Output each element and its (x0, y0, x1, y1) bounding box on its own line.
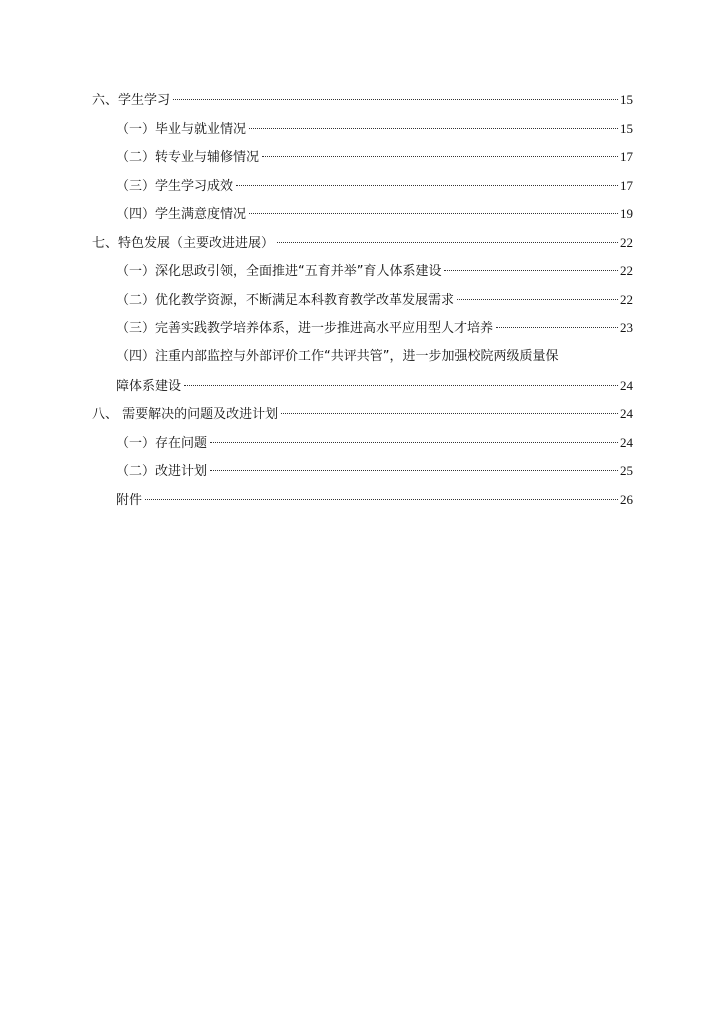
toc-entry-page: 24 (620, 435, 633, 450)
toc-entry[interactable] (116, 461, 633, 482)
toc-entry-title-line1[interactable]: （四）注重内部监控与外部评价工作“共评共管”，进一步加强校院两级质量保 (116, 349, 559, 364)
toc-entry-title: 六、学生学习 (92, 93, 171, 108)
dot-leader (236, 185, 618, 186)
dot-leader (249, 213, 618, 214)
toc-entry[interactable] (116, 376, 633, 397)
toc-entry-title: 八、 需要解决的问题及改进计划 (92, 407, 279, 422)
dot-leader (210, 470, 618, 471)
dot-leader (444, 270, 618, 271)
dot-leader (262, 156, 618, 157)
dot-leader (184, 385, 618, 386)
toc-entry[interactable] (116, 204, 633, 225)
toc-entry-title-line2: 障体系建设 (116, 379, 182, 394)
dot-leader (496, 327, 618, 328)
toc-entry-page: 19 (620, 206, 633, 221)
dot-leader (173, 99, 618, 100)
toc-entry[interactable] (116, 318, 633, 339)
dot-leader (277, 242, 618, 243)
toc-entry[interactable] (116, 176, 633, 197)
toc-entry[interactable] (116, 290, 633, 311)
toc-entry[interactable] (92, 404, 633, 425)
toc-entry-title: （一）毕业与就业情况 (116, 122, 247, 137)
toc-entry-page: 22 (620, 292, 633, 307)
toc-entry-page: 24 (620, 406, 633, 421)
toc-entry-title: （一）存在问题 (116, 436, 208, 451)
dot-leader (457, 299, 618, 300)
toc-entry-page: 22 (620, 235, 633, 250)
toc-entry-page: 22 (620, 263, 633, 278)
dot-leader (210, 442, 618, 443)
dot-leader (145, 499, 618, 500)
toc-entry-page: 26 (620, 492, 633, 507)
toc-entry-page: 25 (620, 463, 633, 478)
toc-entry-page: 23 (620, 320, 633, 335)
toc-entry-title: 七、特色发展（主要改进进展） (92, 236, 275, 251)
toc-entry[interactable] (92, 233, 633, 254)
toc-entry-title: （一）深化思政引领，全面推进“五育并举”育人体系建设 (116, 264, 442, 279)
toc-entry-page: 24 (620, 378, 633, 393)
toc-entry-title: （四）学生满意度情况 (116, 207, 247, 222)
toc-entry-page: 17 (620, 178, 633, 193)
dot-leader (281, 413, 618, 414)
dot-leader (249, 128, 618, 129)
toc-entry[interactable] (116, 490, 633, 511)
toc-entry[interactable] (116, 433, 633, 454)
toc-entry-title: （三）完善实践教学培养体系，进一步推进高水平应用型人才培养 (116, 321, 494, 336)
toc-entry[interactable] (116, 119, 633, 140)
toc-entry-title: （二）转专业与辅修情况 (116, 150, 260, 165)
toc-entry[interactable] (116, 147, 633, 168)
toc-entry-title: 附件 (116, 493, 143, 508)
toc-entry[interactable] (92, 90, 633, 111)
toc-entry-page: 17 (620, 149, 633, 164)
toc-entry[interactable] (116, 261, 633, 282)
toc-entry-page: 15 (620, 92, 633, 107)
toc-entry-title: （二）改进计划 (116, 464, 208, 479)
toc-entry-page: 15 (620, 121, 633, 136)
toc-entry-title: （三）学生学习成效 (116, 179, 234, 194)
toc-entry-title: （二）优化教学资源，不断满足本科教育教学改革发展需求 (116, 293, 455, 308)
